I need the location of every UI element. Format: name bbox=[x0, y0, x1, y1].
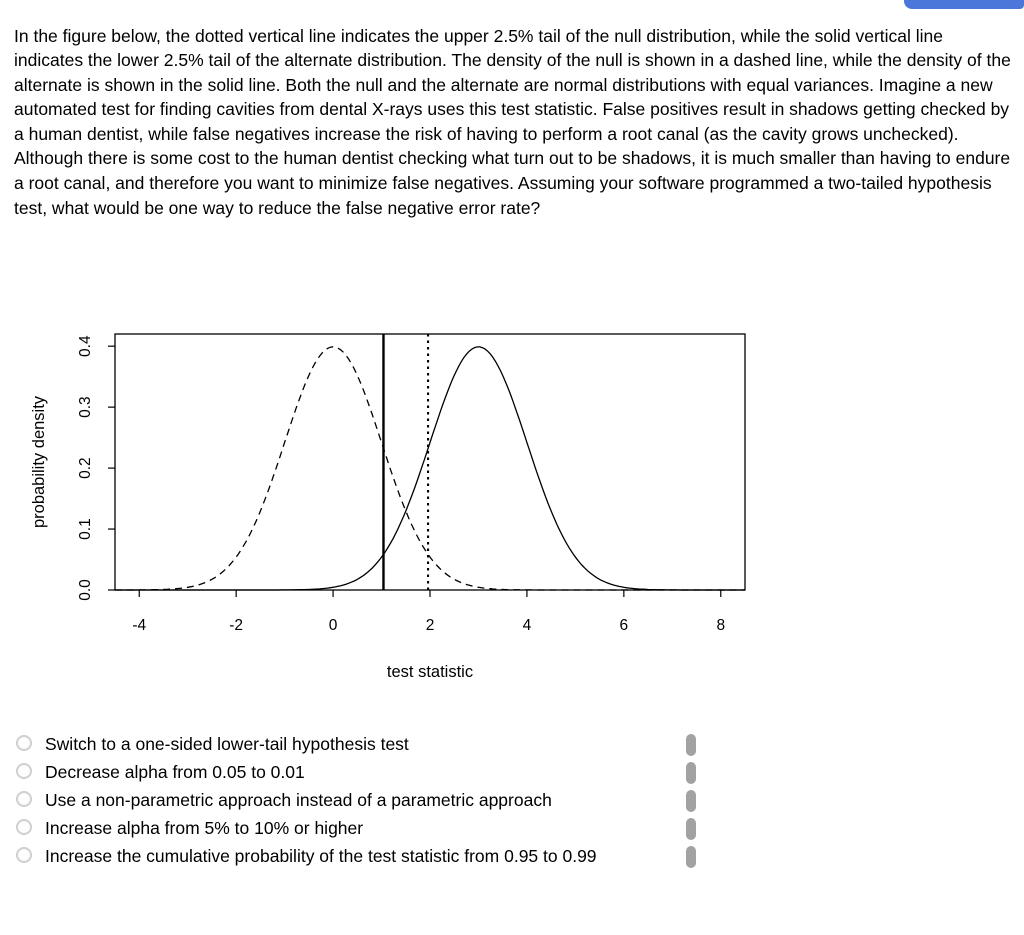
option-row bbox=[14, 789, 696, 812]
radio-button-icon[interactable] bbox=[16, 735, 32, 751]
null-density-curve bbox=[115, 347, 745, 590]
x-tick-label: 8 bbox=[716, 617, 726, 634]
partial-blue-banner[interactable] bbox=[904, 0, 1024, 9]
x-tick-label: 0 bbox=[328, 617, 338, 634]
density-plot-svg bbox=[30, 322, 770, 694]
x-tick-label: 6 bbox=[619, 617, 629, 634]
option-row bbox=[14, 761, 696, 784]
x-tick-label: -4 bbox=[132, 617, 147, 634]
option-label[interactable]: Decrease alpha from 0.05 to 0.01 bbox=[45, 762, 305, 782]
x-axis-label: test statistic bbox=[386, 663, 474, 681]
option-label[interactable]: Increase the cumulative probability of the test statistic from 0.95 to 0.99 bbox=[45, 846, 597, 866]
option-indicator bbox=[686, 762, 696, 784]
option-indicator bbox=[686, 790, 696, 812]
plot-border bbox=[115, 334, 745, 590]
y-axis-label: probability density bbox=[30, 395, 48, 529]
y-tick-label: 0.3 bbox=[77, 396, 94, 418]
option-indicator bbox=[686, 846, 696, 868]
radio-button-icon[interactable] bbox=[16, 819, 32, 835]
y-tick-label: 0.4 bbox=[77, 335, 94, 357]
option-indicator bbox=[686, 818, 696, 840]
radio-button-icon[interactable] bbox=[16, 847, 32, 863]
x-tick-label: 4 bbox=[522, 617, 532, 634]
option-indicator bbox=[686, 734, 696, 756]
alternate-density-curve bbox=[115, 347, 745, 590]
option-row bbox=[14, 733, 696, 756]
option-label[interactable]: Increase alpha from 5% to 10% or higher bbox=[45, 818, 364, 838]
question-text: In the figure below, the dotted vertical line indicates the upper 2.5% tail of the null distribution, while the solid vertical line indicates the lower 2.5% tail of the alternate distribution. The density of the null is shown in a dashed line, while the density of the alternate is shown in the solid line. Both the null and the alternate are normal distributions with equal variances. Imagine a new automated test for finding cavities from dental X-rays uses this test statistic. False positives result in shadows getting checked by a human dentist, while false negatives increase the risk of having to perform a root canal (as the cavity grows unchecked). Although there is some cost to the human dentist checking what turn out to be shadows, it is much smaller than having to endure a root canal, and therefore you want to minimize false negatives. Assuming your software programmed a two-tailed hypothesis test, what would be one way to reduce the false negative error rate? bbox=[14, 25, 1011, 218]
radio-button-icon[interactable] bbox=[16, 791, 32, 807]
radio-button-icon[interactable] bbox=[16, 763, 32, 779]
y-tick-label: 0.2 bbox=[77, 457, 94, 479]
x-tick-label: -2 bbox=[229, 617, 244, 634]
x-tick-label: 2 bbox=[425, 617, 435, 634]
answer-options bbox=[14, 733, 696, 873]
option-label[interactable]: Use a non-parametric approach instead of a parametric approach bbox=[45, 790, 552, 810]
option-label[interactable]: Switch to a one-sided lower-tail hypothesis test bbox=[45, 734, 409, 754]
option-row bbox=[14, 845, 696, 868]
option-row bbox=[14, 817, 696, 840]
density-plot bbox=[30, 322, 770, 694]
y-tick-label: 0.0 bbox=[77, 579, 94, 601]
y-tick-label: 0.1 bbox=[77, 518, 94, 540]
